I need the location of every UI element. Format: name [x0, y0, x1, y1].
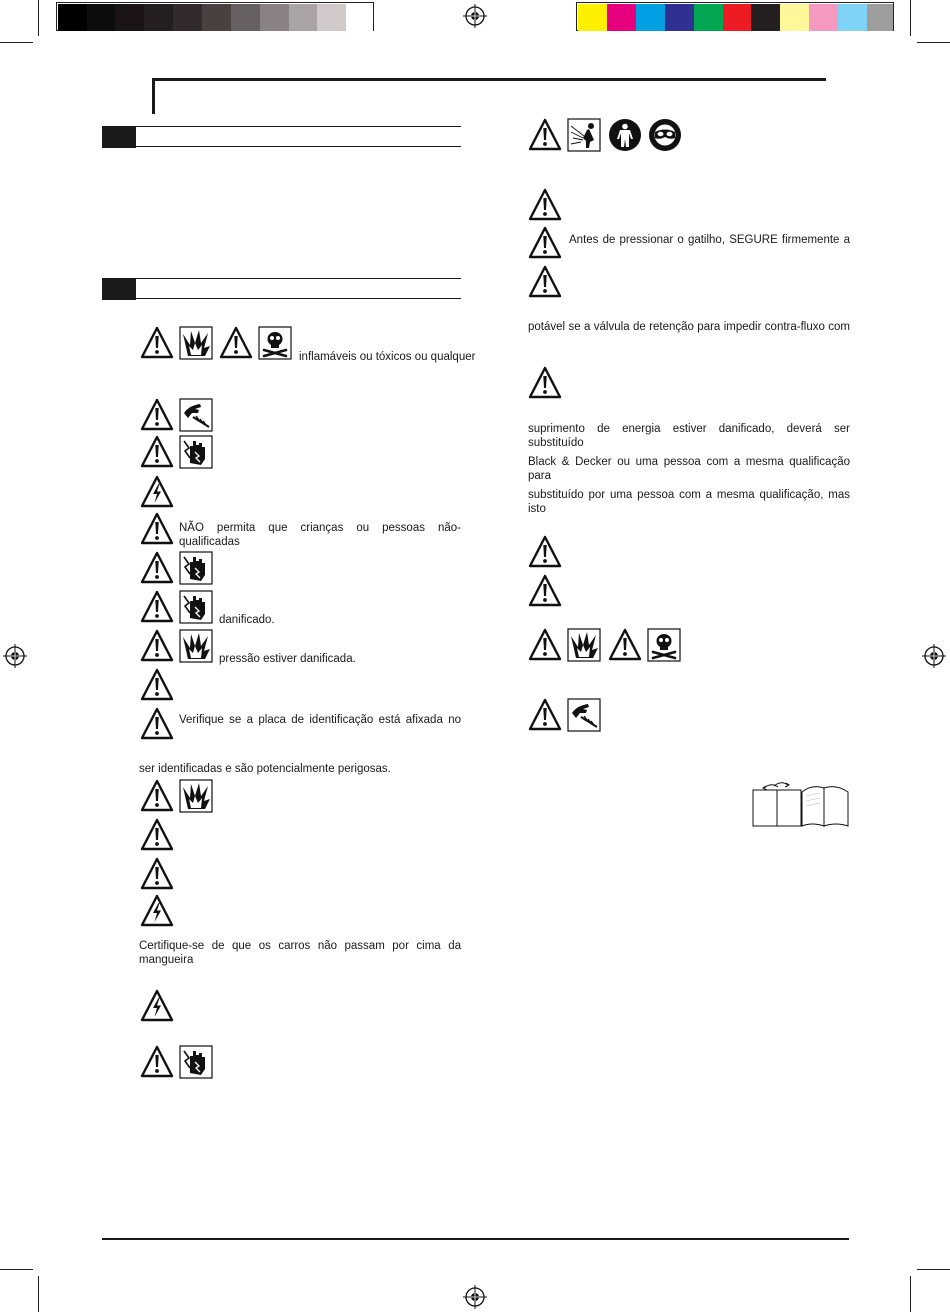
warning-icon	[140, 857, 174, 891]
warning-icon	[140, 435, 174, 469]
crop-mark	[917, 42, 950, 43]
swatch	[694, 4, 723, 31]
explosion-icon	[567, 628, 601, 662]
warning-icon	[140, 1045, 174, 1079]
registration-mark-icon	[922, 644, 946, 668]
text-line: Certifique-se de que os carros não passam por cima da mangueira	[139, 940, 461, 966]
warning-icon	[528, 118, 562, 152]
explosion-icon	[179, 326, 213, 360]
crop-mark	[0, 1269, 33, 1270]
warning-icon	[140, 398, 174, 432]
swatch	[636, 4, 665, 31]
swatch	[260, 4, 289, 31]
process-color-bar	[576, 2, 894, 31]
text-line: danificado.	[219, 614, 275, 626]
header-rule-left	[152, 78, 155, 114]
swatch	[87, 4, 115, 31]
warning-icon	[140, 668, 174, 702]
warning-icon	[140, 551, 174, 585]
warning-icon	[140, 326, 174, 360]
swatch	[780, 4, 809, 31]
warning-icon	[140, 512, 174, 546]
swatch	[723, 4, 751, 31]
electric-hand-icon	[179, 1045, 213, 1079]
swatch	[173, 4, 202, 31]
explosion-icon	[179, 629, 213, 663]
swatch	[289, 4, 317, 31]
text-line: ser identificadas e são potencialmente perigosas.	[139, 763, 391, 775]
warning-icon	[528, 698, 562, 732]
swatch	[578, 4, 607, 31]
swatch	[838, 4, 867, 31]
text-line: Black & Decker ou uma pessoa com a mesma qualificação para	[528, 456, 850, 482]
swatch	[115, 4, 144, 31]
explosion-icon	[179, 779, 213, 813]
registration-mark-icon	[463, 1285, 487, 1309]
warning-icon	[140, 779, 174, 813]
swatch	[58, 4, 87, 31]
cut-hand-icon	[567, 698, 601, 732]
warning-icon	[528, 574, 562, 608]
swatch	[809, 4, 838, 31]
swatch	[867, 4, 893, 31]
warning-icon	[140, 629, 174, 663]
text-line: NÃO permita que crianças ou pessoas não-qualificadas	[179, 522, 461, 548]
warning-icon	[608, 628, 642, 662]
text-line: potável se a válvula de retenção para impedir contra-fluxo com	[528, 321, 850, 333]
electric-hand-icon	[179, 435, 213, 469]
swatch	[317, 4, 346, 31]
text-line: pressão estiver danificada.	[219, 653, 356, 665]
goggles-icon	[648, 118, 682, 152]
manual-book-icon	[752, 776, 850, 828]
swatch	[665, 4, 694, 31]
swatch	[346, 4, 373, 31]
crop-mark	[0, 42, 33, 43]
warning-icon	[140, 818, 174, 852]
header-rule-top	[152, 78, 826, 81]
section-rule	[136, 298, 461, 299]
swatch	[231, 4, 260, 31]
warning-icon	[528, 265, 562, 299]
crop-mark	[917, 1269, 950, 1270]
warning-icon	[528, 628, 562, 662]
section-marker	[102, 126, 136, 148]
swatch	[751, 4, 780, 31]
crop-mark	[38, 1276, 39, 1312]
text-line: Verifique se a placa de identificação está afixada no	[179, 714, 461, 726]
warning-icon	[140, 590, 174, 624]
section-rule	[136, 126, 461, 127]
protective-suit-icon	[608, 118, 642, 152]
high-voltage-icon	[140, 989, 174, 1023]
high-voltage-icon	[140, 475, 174, 509]
swatch	[144, 4, 173, 31]
warning-icon	[140, 707, 174, 741]
section-marker	[102, 278, 136, 300]
warning-icon	[219, 326, 253, 360]
registration-mark-icon	[463, 4, 487, 28]
swatch	[607, 4, 636, 31]
electric-hand-icon	[179, 590, 213, 624]
high-voltage-icon	[140, 894, 174, 928]
warning-icon	[528, 366, 562, 400]
crop-mark	[910, 1276, 911, 1312]
text-line: substituído por uma pessoa com a mesma qualificação, mas isto	[528, 489, 850, 515]
warning-icon	[528, 188, 562, 222]
toxic-skull-icon	[258, 326, 292, 360]
text-line: suprimento de energia estiver danificado, deverá ser substituído	[528, 423, 850, 449]
electric-hand-icon	[179, 551, 213, 585]
section-rule	[136, 146, 461, 147]
swatch	[202, 4, 231, 31]
crop-mark	[38, 0, 39, 36]
warning-icon	[528, 226, 562, 260]
cut-hand-icon	[179, 398, 213, 432]
text-line: inflamáveis ou tóxicos ou qualquer	[299, 351, 476, 363]
crop-mark	[910, 0, 911, 36]
footer-rule	[102, 1238, 849, 1240]
grayscale-color-bar	[56, 2, 374, 31]
registration-mark-icon	[3, 644, 27, 668]
text-line: Antes de pressionar o gatilho, SEGURE firmemente a	[569, 234, 850, 246]
water-jet-icon	[567, 118, 601, 152]
warning-icon	[528, 535, 562, 569]
toxic-skull-icon	[647, 628, 681, 662]
section-rule	[136, 278, 461, 279]
